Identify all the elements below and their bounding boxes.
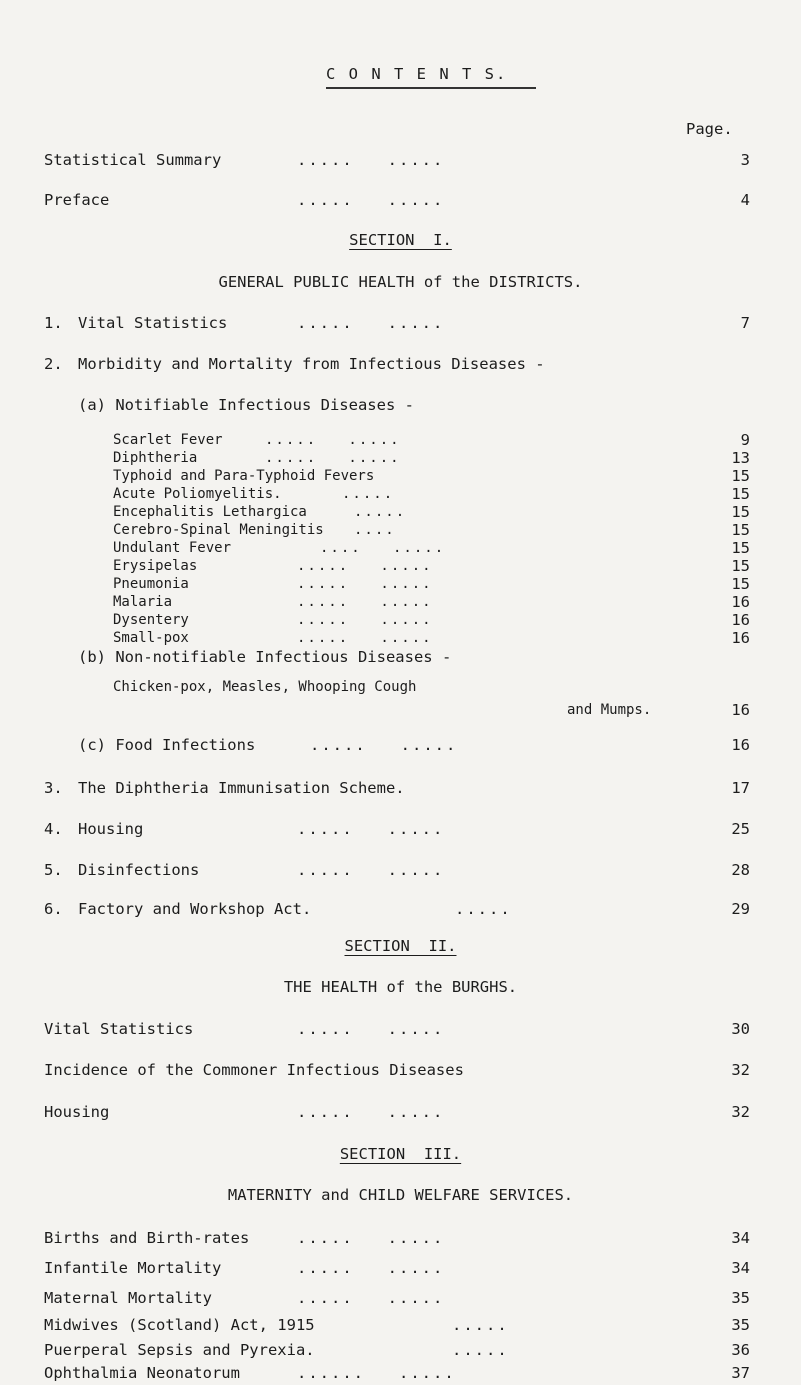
toc-leader: ..... ..... (297, 191, 445, 209)
toc-leader: ..... ..... (297, 151, 445, 169)
toc-item-number: 4. (44, 820, 63, 838)
toc-leader: ..... ..... (297, 630, 433, 646)
toc-leader: ...... ..... (297, 1364, 456, 1382)
page-title: C O N T E N T S. (326, 65, 508, 83)
toc-leader: .... (354, 522, 396, 538)
toc-item-number: 3. (44, 779, 63, 797)
toc-page: 7 (740, 314, 750, 332)
disease-entry: Undulant Fever (113, 540, 232, 556)
disease-entry: Acute Poliomyelitis. (113, 486, 282, 502)
toc-leader: ..... ..... (297, 1103, 445, 1121)
title-underline (326, 87, 536, 89)
toc-page: 36 (731, 1341, 750, 1359)
disease-entry: Encephalitis Lethargica (113, 504, 307, 520)
toc-page: 15 (731, 557, 750, 575)
toc-page: 34 (731, 1229, 750, 1247)
section-1-heading: SECTION I. (349, 231, 452, 249)
section-3-subtitle: MATERNITY and CHILD WELFARE SERVICES. (227, 1186, 574, 1204)
toc-page: 9 (740, 431, 750, 449)
toc-page: 16 (731, 629, 750, 647)
toc-page: 16 (731, 701, 750, 719)
toc-leader: ..... (452, 1316, 509, 1334)
section-1-subtitle: GENERAL PUBLIC HEALTH of the DISTRICTS. (218, 273, 583, 291)
disease-entry: Erysipelas (113, 558, 198, 574)
toc-entry: Disinfections (78, 861, 200, 879)
toc-entry: Puerperal Sepsis and Pyrexia. (44, 1341, 315, 1359)
toc-page: 15 (731, 503, 750, 521)
toc-item-number: 5. (44, 861, 63, 879)
toc-leader: ..... (455, 900, 512, 918)
toc-entry: Ophthalmia Neonatorum (44, 1364, 240, 1382)
toc-page: 15 (731, 521, 750, 539)
section-2-subtitle: THE HEALTH of the BURGHS. (283, 978, 518, 996)
toc-page: 16 (731, 593, 750, 611)
toc-page: 25 (731, 820, 750, 838)
toc-entry: Factory and Workshop Act. (78, 900, 312, 918)
toc-page: 34 (731, 1259, 750, 1277)
toc-leader: ..... ..... (265, 432, 401, 448)
toc-page: 30 (731, 1020, 750, 1038)
toc-leader: ..... ..... (297, 1229, 445, 1247)
toc-leader: ..... (342, 486, 395, 502)
disease-entry: Malaria (113, 594, 173, 610)
toc-page: 28 (731, 861, 750, 879)
toc-page: 35 (731, 1316, 750, 1334)
disease-entry: Diphtheria (113, 450, 198, 466)
toc-page: 35 (731, 1289, 750, 1307)
toc-entry: Vital Statistics (44, 1020, 194, 1038)
disease-entry: Pneumonia (113, 576, 189, 592)
toc-entry: Infantile Mortality (44, 1259, 222, 1277)
toc-entry: Housing (78, 820, 144, 838)
toc-page: 37 (731, 1364, 750, 1382)
toc-entry: The Diphtheria Immunisation Scheme. (78, 779, 405, 797)
disease-entry: Typhoid and Para-Typhoid Fevers (113, 468, 375, 484)
toc-leader: ..... ..... (297, 820, 445, 838)
toc-page: 15 (731, 485, 750, 503)
disease-entry: Small-pox (113, 630, 189, 646)
toc-page: 4 (740, 191, 750, 209)
toc-leader: ..... ..... (297, 314, 445, 332)
toc-page: 32 (731, 1103, 750, 1121)
toc-sub-b: (b) Non-notifiable Infectious Diseases - (78, 648, 452, 666)
toc-leader: ..... (354, 504, 407, 520)
toc-page: 16 (731, 736, 750, 754)
section-3-heading: SECTION III. (339, 1145, 462, 1163)
toc-page: 16 (731, 611, 750, 629)
toc-item-number: 2. (44, 355, 63, 373)
toc-entry: Incidence of the Commoner Infectious Diseases (44, 1061, 464, 1079)
toc-page: 15 (731, 467, 750, 485)
toc-entry-vital-statistics: Vital Statistics (78, 314, 228, 332)
toc-leader: ..... ..... (265, 450, 401, 466)
section-2-heading: SECTION II. (344, 937, 457, 955)
toc-sub-c: (c) Food Infections (78, 736, 256, 754)
toc-page: 3 (740, 151, 750, 169)
toc-leader: ..... ..... (297, 558, 433, 574)
toc-label: Statistical Summary (44, 151, 222, 169)
toc-sub-a: (a) Notifiable Infectious Diseases - (78, 396, 414, 414)
toc-page: 29 (731, 900, 750, 918)
toc-leader: ..... ..... (297, 1259, 445, 1277)
toc-leader: ..... ..... (297, 612, 433, 628)
toc-sub-b-line1: Chicken-pox, Measles, Whooping Cough (113, 679, 417, 695)
toc-leader: ..... ..... (297, 576, 433, 592)
toc-page: 15 (731, 575, 750, 593)
toc-leader: .... ..... (320, 540, 446, 556)
toc-item-number: 1. (44, 314, 63, 332)
disease-entry: Dysentery (113, 612, 189, 628)
toc-leader: ..... ..... (310, 736, 458, 754)
toc-leader: ..... ..... (297, 594, 433, 610)
toc-leader: ..... ..... (297, 861, 445, 879)
toc-page: 15 (731, 539, 750, 557)
toc-entry-preface: Preface (44, 191, 110, 209)
toc-leader: ..... ..... (297, 1289, 445, 1307)
toc-entry-statistical-summary (44, 150, 221, 170)
toc-page: 32 (731, 1061, 750, 1079)
page-column-header: Page. (686, 120, 733, 138)
toc-page: 17 (731, 779, 750, 797)
toc-item-number: 6. (44, 900, 63, 918)
toc-leader: ..... ..... (297, 1020, 445, 1038)
disease-entry: Scarlet Fever (113, 432, 223, 448)
toc-page: 13 (731, 449, 750, 467)
disease-entry: Cerebro-Spinal Meningitis (113, 522, 324, 538)
toc-entry: Maternal Mortality (44, 1289, 212, 1307)
toc-entry: Housing (44, 1103, 110, 1121)
toc-entry: Births and Birth-rates (44, 1229, 250, 1247)
toc-entry-morbidity: Morbidity and Mortality from Infectious Diseases - (78, 355, 545, 373)
toc-entry: Midwives (Scotland) Act, 1915 (44, 1316, 315, 1334)
toc-leader: ..... (452, 1341, 509, 1359)
toc-sub-b-line2: and Mumps. (567, 702, 652, 718)
